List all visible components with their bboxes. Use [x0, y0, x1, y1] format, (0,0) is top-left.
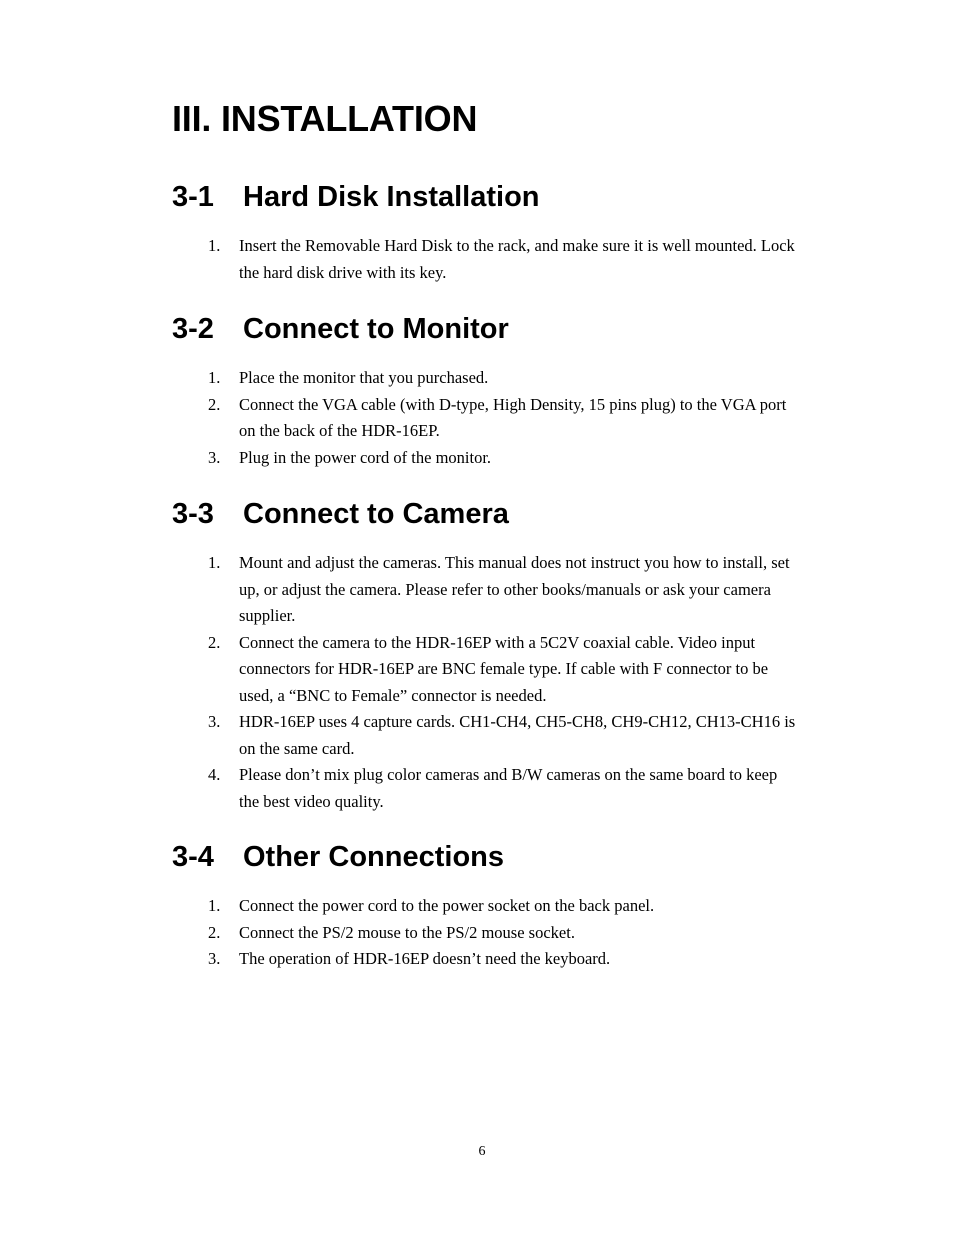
- step-number: 2.: [208, 922, 221, 942]
- step-number: 2.: [208, 632, 221, 652]
- section-title: Hard Disk Installation: [243, 181, 540, 213]
- step-text: Connect the camera to the HDR-16EP with a 5C2V coaxial cable. Video input connectors for HDR-16EP are BNC female type. If cable with F connector to be used, a “BNC to Female” connector is needed.: [239, 632, 769, 705]
- step-number: 1.: [208, 896, 221, 915]
- steps-list: [172, 365, 812, 471]
- section-heading: [172, 840, 812, 874]
- section-number: 3-2: [172, 313, 214, 345]
- section-connect-to-monitor: [172, 312, 812, 471]
- section-title: Other Connections: [243, 841, 505, 873]
- section-heading: [172, 497, 812, 531]
- step-number: 4.: [208, 765, 221, 784]
- steps-list: [172, 550, 812, 815]
- step-number: 1.: [208, 553, 221, 572]
- step-text: Plug in the power cord of the monitor.: [239, 447, 492, 467]
- section-connect-to-camera: [172, 497, 812, 815]
- step-text: Insert the Removable Hard Disk to the rack, and make sure it is well mounted. Lock the hard disk drive with its key.: [239, 236, 795, 282]
- step-number: 3.: [208, 447, 221, 467]
- chapter-title: III. INSTALLATION: [172, 98, 478, 139]
- section-title: Connect to Monitor: [243, 313, 509, 345]
- list-item: [172, 920, 799, 947]
- step-number: 3.: [208, 712, 221, 731]
- step-text: Mount and adjust the cameras. This manual does not instruct you how to install, set up, or adjust the camera. Please refer to other books/manuals or ask your camera supplier.: [239, 553, 790, 625]
- steps-list: [172, 893, 812, 973]
- section-number: 3-4: [172, 841, 214, 873]
- list-item: [172, 630, 799, 710]
- step-number: 1.: [208, 368, 221, 387]
- list-item: [172, 365, 799, 392]
- list-item: [172, 709, 799, 762]
- list-item: [172, 445, 799, 472]
- section-title: Connect to Camera: [243, 498, 509, 530]
- step-text: Connect the VGA cable (with D-type, High Density, 15 pins plug) to the VGA port on the back of the HDR-16EP.: [239, 394, 787, 440]
- list-item: [172, 392, 799, 445]
- section-other-connections: [172, 840, 812, 973]
- step-number: 2.: [208, 394, 221, 414]
- step-number: 1.: [208, 236, 221, 255]
- page-number: 6: [478, 1144, 486, 1159]
- steps-list: [172, 233, 812, 286]
- list-item: [172, 946, 799, 973]
- step-text: HDR-16EP uses 4 capture cards. CH1-CH4, CH5-CH8, CH9-CH12, CH13-CH16 is on the same card.: [239, 712, 796, 758]
- list-item: [172, 893, 799, 920]
- list-item: [172, 233, 799, 286]
- step-text: Connect the PS/2 mouse to the PS/2 mouse socket.: [239, 922, 575, 942]
- step-text: Place the monitor that you purchased.: [239, 368, 489, 387]
- step-number: 3.: [208, 949, 221, 968]
- section-number: 3-3: [172, 498, 214, 530]
- list-item: [172, 550, 799, 630]
- step-text: The operation of HDR-16EP doesn’t need the keyboard.: [239, 949, 611, 968]
- step-text: Please don’t mix plug color cameras and B/W cameras on the same board to keep the best video quality.: [239, 765, 778, 811]
- section-heading: [172, 180, 812, 214]
- list-item: [172, 762, 799, 815]
- section-number: 3-1: [172, 181, 214, 213]
- section-hard-disk-installation: [172, 180, 812, 286]
- step-text: Connect the power cord to the power socket on the back panel.: [239, 896, 655, 915]
- section-heading: [172, 312, 812, 346]
